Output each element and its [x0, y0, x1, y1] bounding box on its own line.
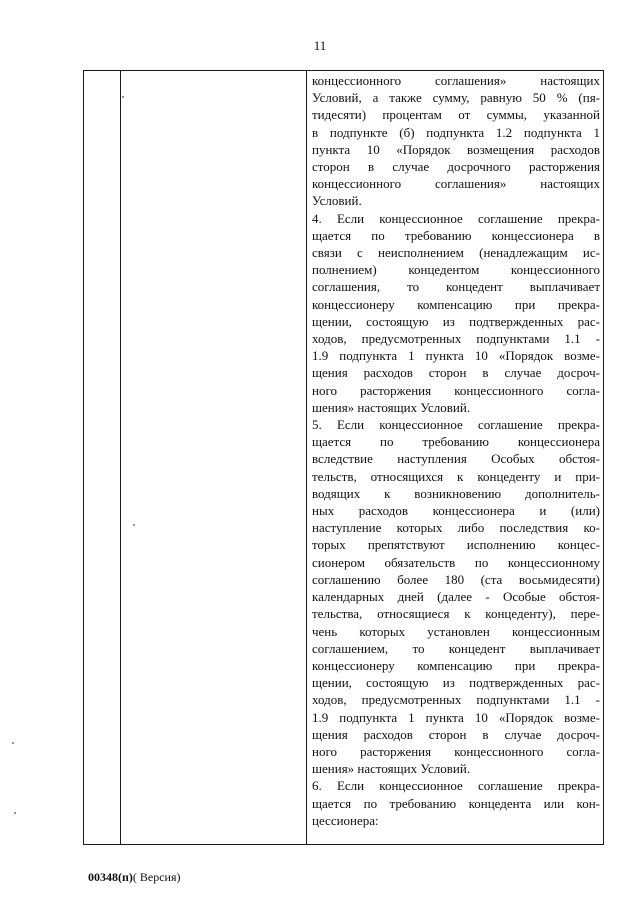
document-table [83, 70, 604, 845]
content-line: ного расторжения концессионного согла- [312, 382, 600, 398]
scan-speck [14, 812, 16, 814]
content-line: соглашению более 180 (ста восьмидесяти) [312, 571, 600, 587]
footer-version: ( Версия) [132, 870, 181, 884]
content-line: связи с неисполнением (ненадлежащим ис- [312, 245, 600, 261]
content-line: соглашения, то концедент выплачивает [312, 279, 600, 295]
content-line: полнением) концедентом концессионного [312, 262, 600, 278]
content-line: концессионеру компенсацию при прекра- [312, 657, 600, 673]
content-line: цессионера: [312, 812, 379, 828]
table-column-divider-1 [120, 71, 121, 844]
content-line: щается по требованию концессионера [312, 434, 600, 450]
table-column-divider-2 [306, 71, 307, 844]
footer-document-code [88, 870, 181, 885]
content-line: 4. Если концессионное соглашение прекра- [312, 210, 600, 226]
content-line: щается по требованию концессионера в [312, 227, 600, 243]
scan-speck [122, 96, 124, 98]
content-line: ных расходов концессионера и (или) [312, 503, 600, 519]
content-line: тельств, относящихся к концеденту и при- [312, 468, 600, 484]
content-line: 1.9 подпункта 1 пункта 10 «Порядок возме- [312, 709, 600, 725]
content-line: шения» настоящих Условий. [312, 761, 471, 777]
scan-speck [133, 524, 135, 526]
content-line: ного расторжения концессионного согла- [312, 743, 600, 759]
content-line: сторон в случае досрочного расторжения [312, 159, 600, 175]
content-line: щается по требованию концедента или кон- [312, 795, 600, 811]
content-line: торых препятствуют исполнению концес- [312, 537, 600, 553]
content-line: щения расходов сторон в случае досроч- [312, 726, 600, 742]
content-line: 5. Если концессионное соглашение прекра- [312, 417, 600, 433]
content-line: чень которых установлен концессионным [312, 623, 600, 639]
content-line: щения расходов сторон в случае досроч- [312, 365, 600, 381]
content-line: Условий. [312, 193, 362, 209]
content-line: концессионного соглашения» настоящих [312, 176, 600, 192]
content-line: наступление которых либо последствия ко- [312, 520, 600, 536]
content-line: щении, состоящую из подтвержденных рас- [312, 675, 600, 691]
content-line: тельства, относящиеся к концеденту), пере- [312, 606, 600, 622]
page-number: 11 [313, 38, 327, 53]
table-content-cell [312, 72, 600, 829]
content-line: Условий, а также сумму, равную 50 % (пя- [312, 90, 600, 106]
content-line: ходов, предусмотренных подпунктами 1.1 - [312, 331, 600, 347]
content-line: ходов, предусмотренных подпунктами 1.1 - [312, 692, 600, 708]
content-line: тидесяти) процентам от суммы, указанной [312, 107, 600, 123]
content-line: концессионеру компенсацию при прекра- [312, 296, 600, 312]
footer-code: 00348(п) [88, 870, 133, 884]
content-line: шения» настоящих Условий. [312, 399, 471, 415]
content-line: календарных дней (далее - Особые обстоя- [312, 589, 600, 605]
content-line: вследствие наступления Особых обстоя- [312, 451, 600, 467]
content-line: 1.9 подпункта 1 пункта 10 «Порядок возме- [312, 348, 600, 364]
content-line: 6. Если концессионное соглашение прекра- [312, 778, 600, 794]
content-line: в подпункте (б) подпункта 1.2 подпункта 1 [312, 124, 600, 140]
content-line: сионером обязательств по концессионному [312, 554, 600, 570]
content-line: водящих к возникновению дополнитель- [312, 485, 600, 501]
content-line: соглашением, то концедент выплачивает [312, 640, 600, 656]
content-line: пункта 10 «Порядок возмещения расходов [312, 141, 600, 157]
content-line: концессионного соглашения» настоящих [312, 73, 600, 88]
content-line: щении, состоящую из подтвержденных рас- [312, 313, 600, 329]
scan-speck [12, 742, 14, 744]
